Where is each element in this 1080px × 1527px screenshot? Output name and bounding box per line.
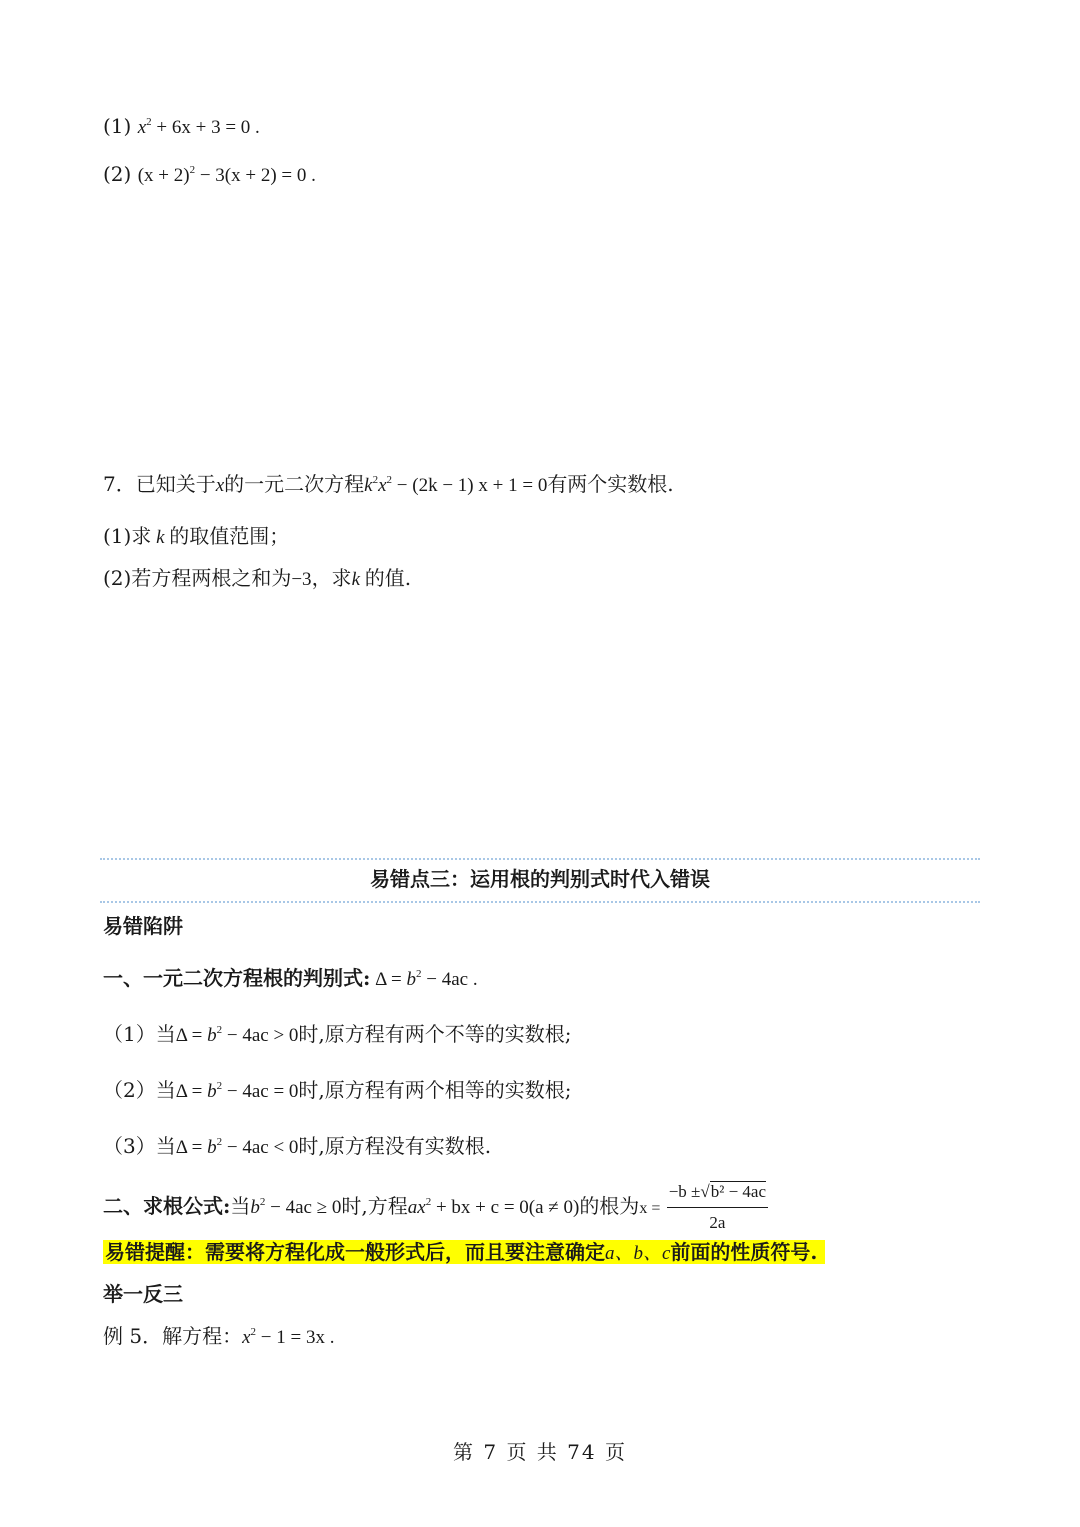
question-7: 7．已知关于x的一元二次方程$k^2x^2 - (2k - 1) x + 1 = 0$有两个实数根. [103,472,674,496]
section-divider-top [100,858,980,860]
part-2-label: (2) [103,162,132,186]
problem-part-1 [103,112,260,142]
question-7-sub-1: (1)求 k 的取值范围； [103,524,290,548]
discriminant-line: 一、一元二次方程根的判别式: $\Delta = b^2 - 4ac$ . [103,966,478,990]
quadratic-formula-fraction: $\frac{\text{−b ±√b² − 4ac}}{2a}$ [667,1178,768,1237]
error-reminder: 易错提醒：需要将方程化成一般形式后，而且要注意确定a、b、c前面的性质符号. [103,1238,825,1268]
case-1: （1）当$\Delta = b^2 - 4ac > 0$时,原方程有两个不等的实数根; [103,1022,572,1046]
trap-heading: 易错陷阱 [103,914,183,938]
q7-equation: $k^2x^2 - (2k - 1) x + 1 = 0$ [364,474,548,496]
problem-part-2 [103,160,316,190]
page-footer: 第 7 页 共 74 页 [453,1440,627,1464]
case-2: （2）当$\Delta = b^2 - 4ac = 0$时,原方程有两个相等的实数根; [103,1078,572,1102]
example-5: 例 5．解方程：$x^2 - 1 = 3x$ . [103,1324,335,1348]
case-3: （3）当$\Delta = b^2 - 4ac < 0$时,原方程没有实数根. [103,1134,492,1158]
part-2-equation: $(x + 2)^2 - 3(x + 2) = 0$ . [137,164,316,186]
part-1-label: (1) [103,114,132,138]
quadratic-formula-line: 二、求根公式:当$b^2 - 4ac \ge 0$时,方程$ax^2$ + bx + c = 0(a ≠ 0)的根为x = $\frac{\text{−b ±√b² − 4ac}}{2a}$ [103,1178,768,1237]
practice-heading: 举一反三 [103,1282,183,1306]
part-1-equation: $x^2 + 6x + 3 = 0$ . [137,116,260,138]
section-title: 易错点三：运用根的判别式时代入错误 [370,867,710,891]
question-7-sub-2: (2)若方程两根之和为−3，求k 的值. [103,566,412,590]
section-divider-bottom [100,901,980,903]
